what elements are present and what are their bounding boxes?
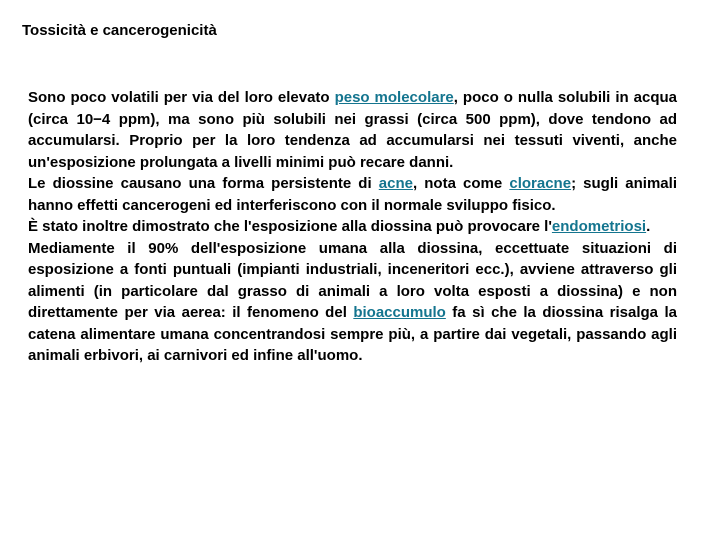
body-text [28,87,677,367]
text-segment: , nota come [412,175,510,192]
paragraph [28,238,677,367]
page-title: Tossicità e cancerogenicità [22,22,217,39]
text-segment: È stato inoltre dimostrato che l'esposizione alla diossina può provocare l' [28,218,552,235]
paragraph [28,87,677,173]
link-acne[interactable]: acne [378,175,413,192]
paragraph [28,173,677,216]
text-segment: Mediamente il 90% dell'esposizione umana alla diossina, eccettuate situazioni di esposizione a fonti puntuali (impianti industriali, inceneritori ecc.), avviene attraverso gli alimenti (in particolare dal grasso di animali a loro volta esposti a diossina) e non direttamente per via aerea: il fenomeno del [28,239,677,321]
link-peso-molecolare[interactable]: peso molecolare [334,89,454,106]
text-segment: , poco o nulla solubili in acqua (circa 10−4 ppm), ma sono più solubili nei grassi (circa 500 ppm), dove tendono ad accumularsi. Proprio per la loro tendenza ad accumularsi nei tessuti viventi, anche un'esposizione prolungata a livelli minimi può recare danni. [28,89,677,171]
link-endometriosi[interactable]: endometriosi [551,218,647,235]
text-segment: Sono poco volatili per via del loro elevato [28,89,335,106]
paragraph [28,216,677,238]
link-cloracne[interactable]: cloracne [509,175,572,192]
text-segment: Le diossine causano una forma persistente di [28,175,379,192]
text-segment: fa sì che la diossina risalga la catena alimentare umana concentrandosi sempre più, a partire dai vegetali, passando agli animali erbivori, ai carnivori ed infine all'uomo. [28,304,677,364]
link-bioaccumulo[interactable]: bioaccumulo [353,304,446,321]
text-segment: ; sugli animali hanno effetti cancerogeni ed interferiscono con il normale sviluppo fisico. [28,175,677,214]
text-segment: . [646,218,651,235]
